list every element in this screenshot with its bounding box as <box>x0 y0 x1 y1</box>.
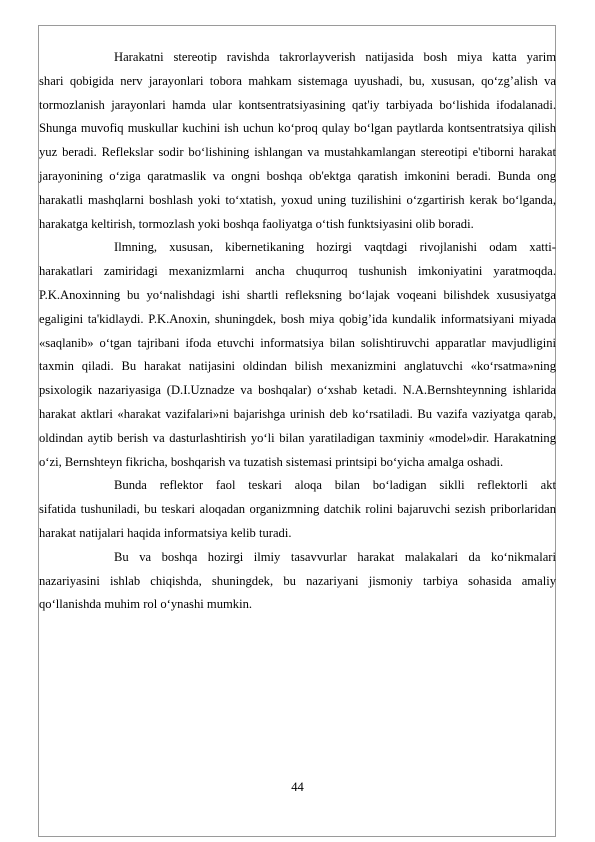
paragraph-2-first-line: Ilmning, xususan, kibernetikaning hozirgi vaqtdagi rivojlanishi odam xatti- <box>114 240 556 255</box>
paragraph-4 <box>39 546 556 617</box>
paragraph-1-first-line: Harakatni stereotip ravishda takrorlayverish natijasida bosh miya katta yarim <box>114 50 556 64</box>
paragraph-1-body: shari qobigida nerv jarayonlari tobora mahkam sistemaga uyushadi, bu, xususan, qo‘zg’alish va tormozlanish jarayonlari hamda ular kontsentratsiyasining qat'iy tarbiyada bo‘lishida ifodalanadi. Shunga muvofiq muskullar kuchini ish uchun ko‘proq qulay bo‘lgan paytlarda kontsentratsiya qilish yuz beradi. Reflekslar sodir bo‘lishining ishlangan va mustahkamlangan stereotipi e'tiborni harakat jarayonining o‘ziga qaratmaslik va ongni boshqa ob'ektga qaratish imkonini beradi. Bunda ong harakatli mashqlarni boshlash yoki to‘xtatish, yoxud uning tuzilishini o‘zgartirish kerak bo‘lganda, harakatga keltirish, tormozlash yoki boshqa faoliyatga o‘tish funktsiyasini olib boradi. <box>39 73 556 231</box>
paragraph-3-first-line: Bunda reflektor faol teskari aloqa bilan bo‘ladigan siklli reflektorli akt <box>114 478 556 493</box>
paragraph-3-body: sifatida tushuniladi, bu teskari aloqadan organizmning datchik rolini bajaruvchi sezish priborlaridan harakat natijalari haqida informatsiya kelib turadi. <box>39 502 556 540</box>
document-body <box>39 46 556 617</box>
paragraph-3 <box>39 474 556 545</box>
page-number: 44 <box>291 780 304 794</box>
paragraph-4-first-line: Bu va boshqa hozirgi ilmiy tasavvurlar harakat malakalari da ko‘nikmalari <box>114 549 556 564</box>
paragraph-2 <box>39 236 556 474</box>
paragraph-4-body: nazariyasini ishlab chiqishda, shuningdek, bu nazariyani jismoniy tarbiya sohasida amaliy qo‘llanishda muhim rol o‘ynashi mumkin. <box>39 573 556 612</box>
paragraph-1 <box>39 46 556 236</box>
paragraph-2-body: harakatlari zamiridagi mexanizmlarni ancha chuqurroq tushunish imkoniyatini yaratmoqda. P.K.Anoxinning bu yo‘nalishdagi ishi shartli refleksning bo‘lajak voqeani bilishdek xususiyatga egaligini ta'kidlaydi. P.K.Anoxin, shuningdek, bosh miya qobig’ida kundalik informatsiyani miyada «saqlanib» o‘tgan tajribani ifoda etuvchi informatsiya bilan solishtiruvchi apparatlar mavjudligini taxmin qiladi. Bu harakat natijasini oldindan bilish mexanizmini anglatuvchi «ko‘rsatma»ning psixologik nazariyasiga (D.I.Uznadze va boshqalar) o‘xshab ketadi. N.A.Bernshteynning ishlarida harakat aktlari «harakat vazifalari»ni bajarishga urinish deb ko‘rsatiladi. Bu vazifa vaziyatga qarab, oldindan aytib berish va dasturlashtirish yo‘li bilan yaratiladigan taxminiy «model»dir. Harakatning o‘zi, Bernshteyn fikricha, boshqarish va tuzatish sistemasi printsipi bo‘yicha amalga oshadi. <box>39 264 556 469</box>
